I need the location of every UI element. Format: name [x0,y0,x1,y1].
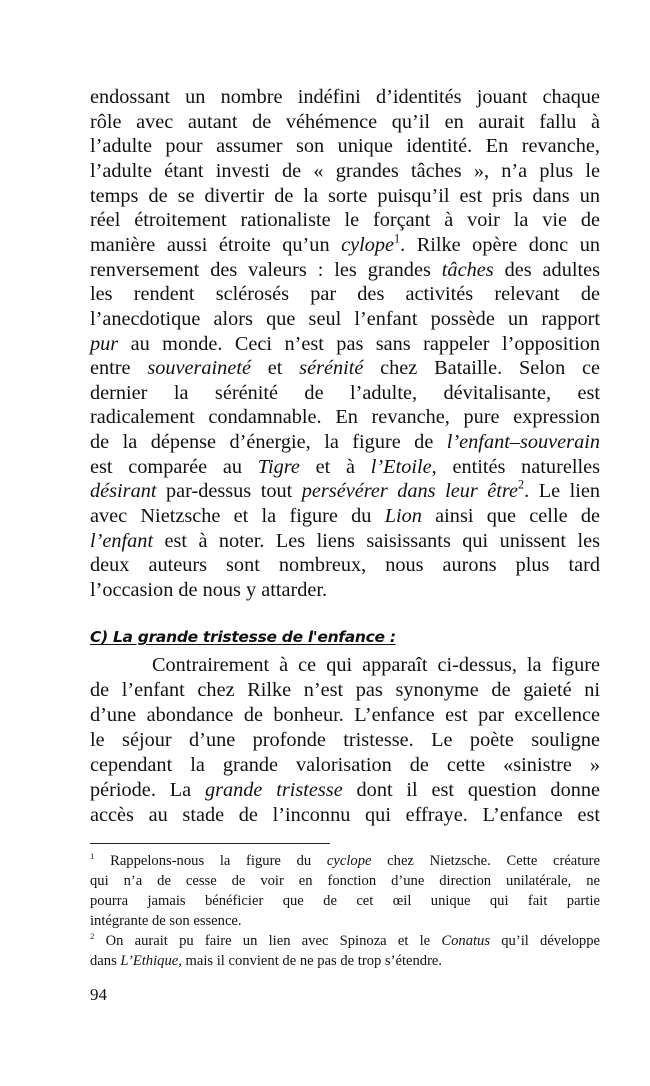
italic-text: Conatus [441,933,491,949]
text-line [90,578,600,602]
text: On aurait pu faire un lien avec Spinoza et le [94,933,442,949]
text: et à [299,455,371,478]
text-line [90,703,600,727]
text-line [90,159,600,183]
text-line [90,356,600,380]
text: de la dépense d’énergie, la figure de [90,431,447,454]
text: cependant la grande valorisation de cette «sinistre » [90,754,600,776]
text: manière aussi étroite qu’un [90,233,342,256]
footnote-ref: 1 [90,850,95,861]
italic-text: persévérer dans leur être [301,480,519,503]
text: radicalement condamnable. En revanche, pure expression [90,406,600,429]
text: d’une abondance de bonheur. L’enfance est par excellence [90,704,600,726]
text-line [90,892,600,911]
text-line [90,233,600,257]
text: pourra jamais bénéficier que de cet œil unique qui fait partie [90,893,600,909]
text: endossant un nombre indéfini d’identités jouant chaque [90,86,600,108]
page-number: 94 [90,985,107,1004]
text-line [90,504,600,528]
text-line [90,208,600,232]
text-line [90,184,600,208]
text-line [90,479,600,503]
italic-text: sérénité [299,357,364,380]
text: l’occasion de nous y attarder. [90,579,328,601]
text: le séjour d’une profonde tristesse. Le poète souligne [90,729,600,751]
text: dernier la sérénité de l’adulte, dévitalisante, est [90,381,600,404]
text: et [250,357,300,380]
text: avec Nietzsche et la figure du [90,505,385,528]
text: dont il est question donne [342,779,600,801]
footnote-ref: 1 [394,231,401,246]
text-line [90,455,600,479]
text: Rappelons-nous la figure du [94,853,327,869]
text: chez Nietzsche. Cette créature [371,853,600,869]
text-line [90,332,600,356]
text-line [90,85,600,109]
italic-text: L’Ethique, [120,953,182,969]
text: est comparée au [90,455,258,478]
text-line [90,778,600,802]
text-line [90,678,600,702]
italic-text: souveraineté [147,357,251,380]
text-line [90,912,600,931]
text-line [90,952,600,971]
footnote-ref: 2 [518,477,525,492]
footnote-ref: 2 [90,930,95,941]
text-line [90,381,600,405]
text: deux auteurs sont nombreux, nous aurons plus tard [90,554,600,577]
text: temps de se divertir de la sorte puisqu’il est pris dans un [90,184,600,207]
text: . Rilke opère donc un [400,233,600,256]
text: période. La [90,779,205,801]
text-line [90,803,600,827]
section-heading: C) La grande tristesse de l'enfance : [90,628,396,646]
text: Contrairement à ce qui apparaît ci-dessus, la figure [152,654,600,676]
text: des adultes [493,258,600,281]
text: renversement des valeurs : les grandes [90,258,442,281]
text-line [90,430,600,454]
italic-text: Tigre [257,455,300,478]
italic-text: l’enfant–souverain [446,431,600,454]
italic-text: désirant [90,480,157,503]
italic-text: tâches [441,258,494,281]
text: accès au stade de l’inconnu qui effraye. L’enfance est [90,804,600,826]
text: réel étroitement rationaliste le forçant à voir la vie de [90,209,600,232]
italic-text: Lion [384,505,422,528]
text-line [90,653,600,677]
text-line [90,753,600,777]
text-line [90,728,600,752]
text-line [90,553,600,577]
text-line [90,258,600,282]
text-line [90,872,600,891]
text: entre [90,357,148,380]
text: l’adulte pour assumer son unique identité. En revanche, [90,135,600,158]
italic-text: l’Etoile [370,455,432,478]
text: dans [90,953,121,969]
text: l’anecdotique alors que seul l’enfant possède un rapport [90,307,600,330]
text-line [90,405,600,429]
italic-text: cyclope [326,853,372,869]
text-line [90,282,600,306]
text: au monde. Ceci n’est pas sans rappeler l’opposition [118,332,600,355]
text: mais il convient de ne pas de trop s’étendre. [181,953,443,969]
text: rôle avec autant de véhémence qu’il en aurait fallu à [90,110,600,133]
text: par-dessus tout [156,480,302,503]
text-line [90,852,600,871]
text: , entités naturelles [431,455,600,478]
text-line [90,134,600,158]
italic-text: cylope [341,233,395,256]
footnote-separator [90,843,330,844]
text: qui n’a de cesse de voir en fonction d’une direction unilatérale, ne [90,873,600,889]
italic-text: pur [90,332,119,355]
text-line [90,932,600,951]
text: chez Bataille. Selon ce [363,357,601,380]
text: ainsi que celle de [421,505,600,528]
text: . Le lien [524,480,600,503]
text: intégrante de son essence. [90,913,242,929]
text-line [90,110,600,134]
italic-text: l’enfant [90,529,154,552]
text: qu’il développe [490,933,600,949]
text: les rendent sclérosés par des activités relevant de [90,283,600,306]
text: l’adulte étant investi de « grandes tâches », n’a plus le [90,159,600,182]
text-line [90,529,600,553]
text: est à noter. Les liens saisissants qui unissent les [153,529,600,552]
text: de l’enfant chez Rilke n’est pas synonyme de gaieté ni [90,679,600,701]
text-line [90,307,600,331]
italic-text: grande tristesse [204,779,343,801]
